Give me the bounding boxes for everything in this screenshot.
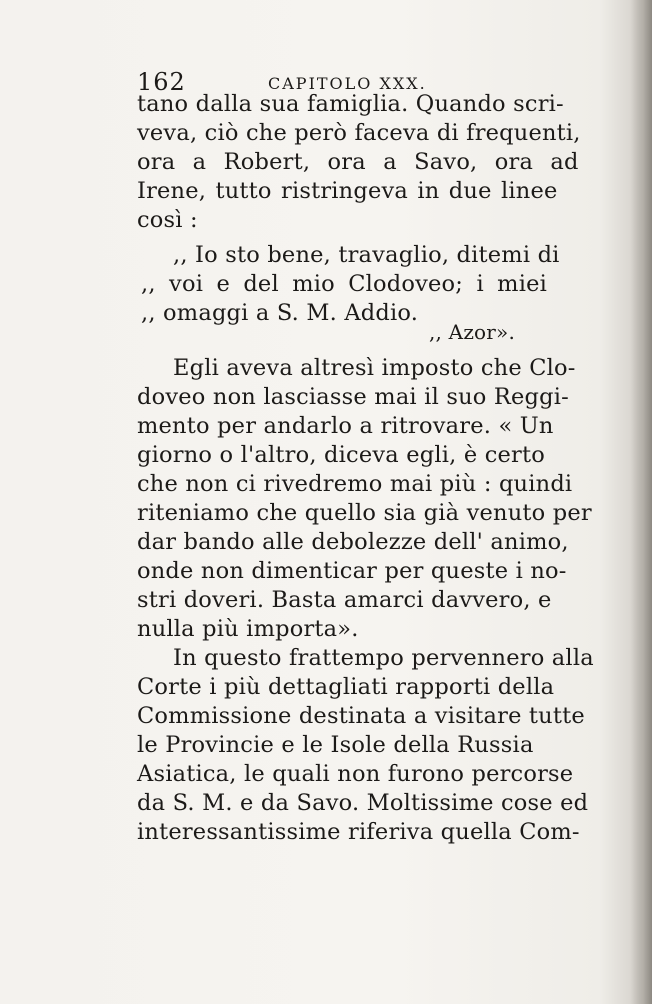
- text-line: riteniamo che quello sia già venuto per: [137, 500, 592, 526]
- quote-line: ,, voi e del mio Clodoveo; i miei: [141, 271, 548, 297]
- text-line: Corte i più dettagliati rapporti della: [137, 674, 555, 700]
- text-line: interessantissime riferiva quella Com-: [137, 819, 580, 845]
- text-line: giorno o l'altro, diceva egli, è certo: [137, 442, 545, 468]
- text-line: In questo frattempo pervennero alla: [173, 645, 594, 671]
- text-line: che non ci rivedremo mai più : quindi: [137, 471, 573, 497]
- text-line: da S. M. e da Savo. Moltissime cose ed: [137, 790, 589, 816]
- page-edge-shadow: [630, 0, 652, 1004]
- text-line: così :: [137, 207, 198, 233]
- text-line: doveo non lasciasse mai il suo Reggi-: [137, 384, 569, 410]
- text-line: veva, ciò che però faceva di frequenti,: [137, 120, 581, 146]
- text-line: tano dalla sua famiglia. Quando scri-: [137, 91, 564, 117]
- running-head: CAPITOLO XXX.: [268, 74, 427, 93]
- text-line: Commissione destinata a visitare tutte: [137, 703, 585, 729]
- page-number: 162: [137, 68, 186, 96]
- quote-line: ,, omaggi a S. M. Addio.: [141, 300, 419, 326]
- text-line: Asiatica, le quali non furono percorse: [137, 761, 574, 787]
- text-line: dar bando alle debolezze dell' animo,: [137, 529, 569, 555]
- text-line: stri doveri. Basta amarci davvero, e: [137, 587, 552, 613]
- text-line: onde non dimenticar per queste i no-: [137, 558, 567, 584]
- text-line: le Provincie e le Isole della Russia: [137, 732, 534, 758]
- quote-signature: ,, Azor».: [429, 320, 516, 344]
- text-line: ora a Robert, ora a Savo, ora ad: [137, 149, 579, 175]
- text-line: mento per andarlo a ritrovare. « Un: [137, 413, 554, 439]
- text-line: Irene, tutto ristringeva in due linee: [137, 178, 558, 204]
- text-line: Egli aveva altresì imposto che Clo-: [173, 355, 576, 381]
- text-line: nulla più importa».: [137, 616, 359, 642]
- quote-line: ,, Io sto bene, travaglio, ditemi di: [173, 242, 560, 268]
